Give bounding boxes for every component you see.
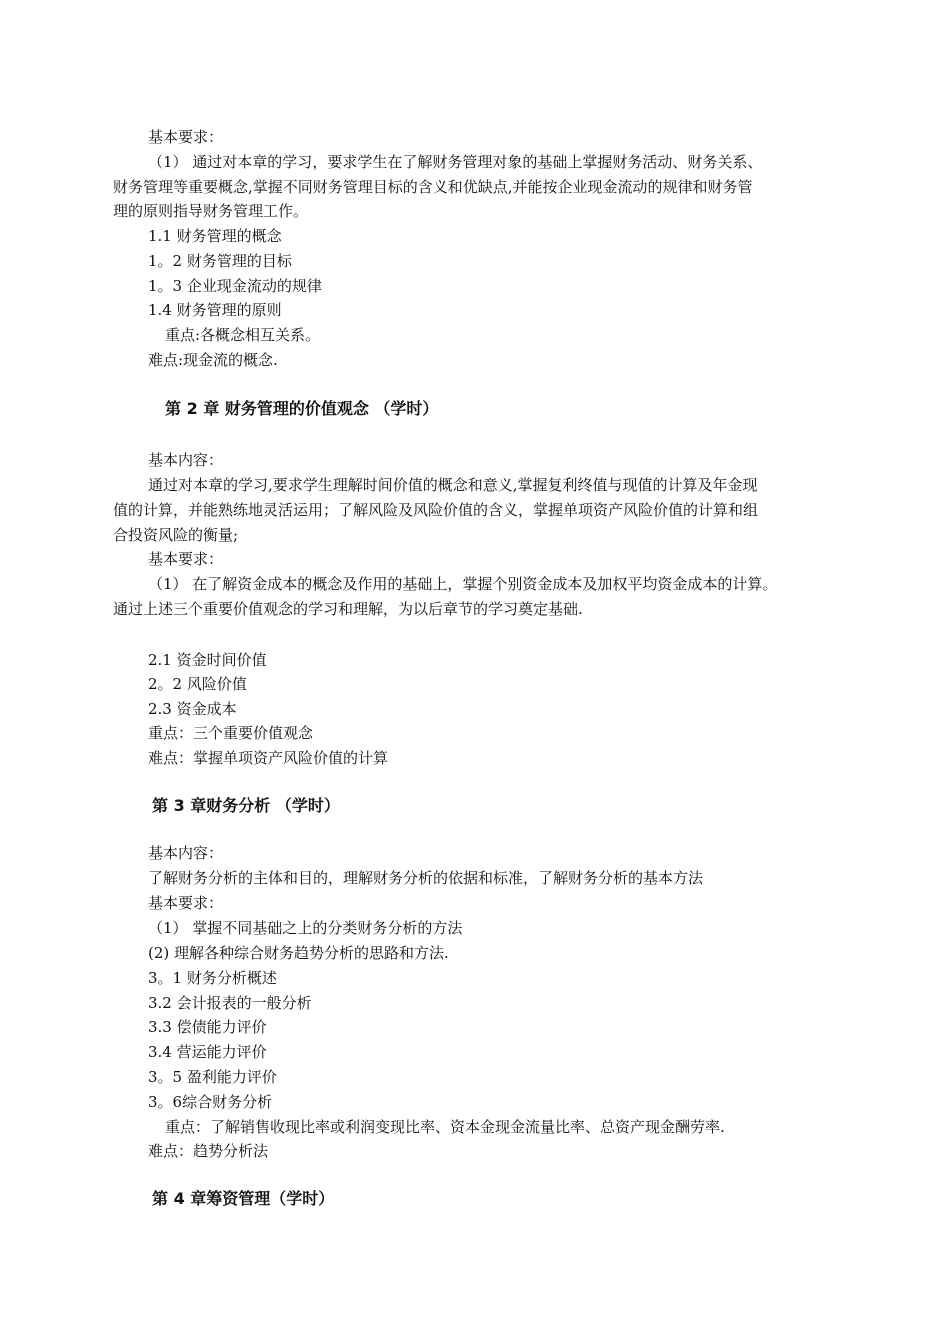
ch1-section-1-2: 1。2 财务管理的目标 [148,252,292,270]
ch1-section-1-1: 1.1 财务管理的概念 [148,227,282,245]
ch3-content-line-1: 了解财务分析的主体和目的，理解财务分析的依据和标准，了解财务分析的基本方法 [148,869,704,887]
ch3-requirement-2: (2) 理解各种综合财务趋势分析的思路和方法. [148,944,449,962]
ch2-section-2-2: 2。2 风险价值 [148,675,247,693]
ch1-section-1-4: 1.4 财务管理的原则 [148,301,282,319]
ch3-section-3-2: 3.2 会计报表的一般分析 [148,994,312,1012]
chapter-3-heading: 第 3 章财务分析 （学时） [152,796,340,815]
ch2-key-point: 重点：三个重要价值观念 [148,724,314,742]
ch1-requirements-label: 基本要求： [148,128,224,146]
ch3-difficulty: 难点：趋势分析法 [148,1142,269,1160]
ch3-section-3-3: 3.3 偿债能力评价 [148,1018,267,1036]
ch3-section-3-5: 3。5 盈利能力评价 [148,1068,277,1086]
ch1-requirement-1-line-3: 理的原则指导财务管理工作。 [113,202,309,220]
chapter-2-heading: 第 2 章 财务管理的价值观念 （学时） [165,399,439,418]
ch1-requirement-1-line-1: （1） 通过对本章的学习，要求学生在了解财务管理对象的基础上掌握财务活动、财务关系、 [148,153,763,171]
ch2-requirement-1-line-2: 通过上述三个重要价值观念的学习和理解，为以后章节的学习奠定基础. [113,600,583,618]
ch3-requirements-label: 基本要求： [148,894,224,912]
ch3-section-3-1: 3。1 财务分析概述 [148,969,277,987]
ch2-difficulty: 难点：掌握单项资产风险价值的计算 [148,749,389,767]
ch1-section-1-3: 1。3 企业现金流动的规律 [148,277,322,295]
ch1-difficulty: 难点:现金流的概念. [148,351,278,369]
ch3-section-3-6: 3。6综合财务分析 [148,1093,273,1111]
ch3-requirement-1: （1） 掌握不同基础之上的分类财务分析的方法 [148,919,463,937]
ch1-key-point: 重点:各概念相互关系。 [165,326,321,344]
ch2-content-line-1: 通过对本章的学习,要求学生理解时间价值的概念和意义,掌握复利终值与现值的计算及年金现 [148,476,758,494]
ch2-content-line-2: 值的计算，并能熟练地灵活运用；了解风险及风险价值的含义，掌握单项资产风险价值的计算和组 [113,501,759,519]
ch2-requirement-1-line-1: （1） 在了解资金成本的概念及作用的基础上，掌握个别资金成本及加权平均资金成本的计算。 [148,575,778,593]
ch2-section-2-1: 2.1 资金时间价值 [148,651,267,669]
ch1-requirement-1-line-2: 财务管理等重要概念,掌握不同财务管理目标的含义和优缺点,并能按企业现金流动的规律和财务管 [113,178,753,196]
ch3-content-label: 基本内容： [148,844,224,862]
ch2-requirements-label: 基本要求： [148,550,224,568]
ch2-content-label: 基本内容： [148,451,224,469]
ch3-key-point: 重点：了解销售收现比率或利润变现比率、资本金现金流量比率、总资产现金酬劳率. [165,1118,725,1136]
ch2-section-2-3: 2.3 资金成本 [148,700,237,718]
chapter-4-heading: 第 4 章筹资管理（学时） [152,1189,335,1208]
ch2-content-line-3: 合投资风险的衡量; [113,526,239,544]
ch3-section-3-4: 3.4 营运能力评价 [148,1043,267,1061]
